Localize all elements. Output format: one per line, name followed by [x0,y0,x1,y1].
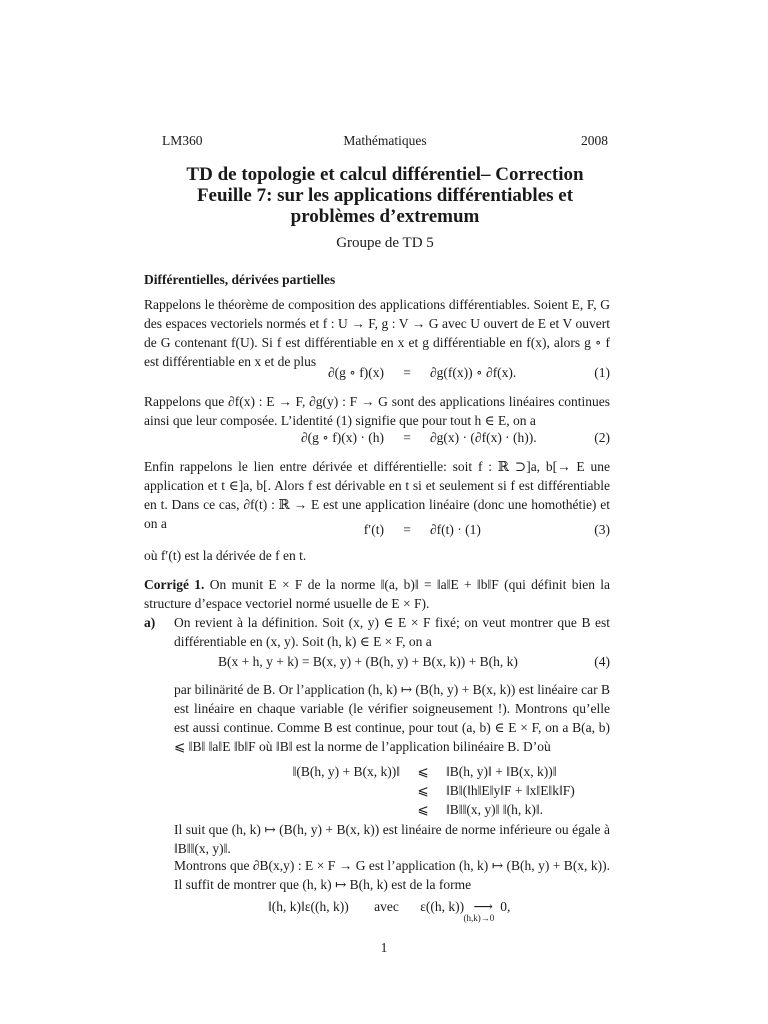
limit-subscript: (h,k)→0 [463,913,495,923]
eq1-rhs: ∂g(f(x)) ∘ ∂f(x). [430,365,517,380]
chain-row-2-rhs: ‖B‖(‖h‖E‖y‖F + ‖x‖E‖k‖F) [446,783,575,798]
equation-5 [268,897,568,923]
eq4-body: B(x + h, y + k) = B(x, y) + (B(h, y) + B(x, k)) + B(h, k) [218,654,518,669]
page-number: 1 [380,940,388,955]
eq5-mid: avec [374,899,399,914]
equation-4 [174,652,610,674]
paragraph-bilinearity: par bilinärité de B. Or l’application (h, k) ↦ (B(h, y) + B(x, k)) est linéaire car B est linéaire en chaque variable (le vérifier soigneusement !). Montrons qu’elle est aussi continue. Comme B est continue, pour tout (a, b) ∈ E × F, on a B(a, b) ⩽ ‖B‖ ‖a‖E ‖b‖F où ‖B‖ est la norme de l’application bilinéaire B. D’où [174,682,610,754]
header-subject: Mathématiques [343,133,427,148]
paragraph-derivative-link: Enfin rappelons le lien entre dérivée et différentielle: soit f : ℝ ⊃]a, b[→ E une application et t ∈]a, b[. Alors f est dérivable en t si et seulement si f est différentiable en t. Dans ce cas, ∂f(t) : ℝ → E est une application linéaire (donc une homothétie) et on a [144,459,610,531]
header-year: 2008 [581,133,608,148]
paragraph-linear-maps: Rappelons que ∂f(x) : E → F, ∂g(y) : F → G sont des applications linéaires continues ainsi que leur composée. L’identité (1) signifie que pour tout h ∈ E, on a [144,394,610,428]
eq2-op: = [403,430,411,445]
corrige-label: Corrigé 1. [144,577,205,592]
chain-row-1-rhs: ‖B(h, y)‖ + ‖B(x, k))‖ [446,764,557,779]
eq1-op: = [403,365,411,380]
equation-3 [144,520,610,542]
chain-row [230,800,610,819]
equation-1 [144,363,610,385]
eq2-rhs: ∂g(x) · (∂f(x) · (h)). [430,430,537,445]
chain-row-1-op: ⩽ [417,764,429,779]
chain-row-3-rhs: ‖B‖‖(x, y)‖ ‖(h, k)‖. [446,802,543,817]
chain-row [230,781,610,800]
paragraph-composition: Rappelons le théorème de composition des applications différentiables. Soient E, F, G des espaces vectoriels normés et f : U → F, g : V → G avec U ouvert de E et V ouvert de G contenant f(U). Si f est différentiable en x et g différentiable en f(x), alors g ∘ f est différentiable en x et de plus [144,297,610,369]
eq5-right: ε((h, k)) [420,899,465,914]
eq1-lhs: ∂(g ∘ f)(x) [327,365,384,380]
eq1-number: (1) [594,365,610,380]
chain-row-3-op: ⩽ [417,802,429,817]
corrige-1 [144,575,610,613]
eq3-op: = [403,522,411,537]
corrige-text: On munit E × F de la norme ‖(a, b)‖ = ‖a‖E + ‖b‖F (qui définit bien la structure d’espace vectoriel normé usuelle de E × F). [144,577,611,611]
eq3-lhs: f′(t) [363,522,384,537]
header-course: LM360 [162,133,203,148]
item-a-text: On revient à la définition. Soit (x, y) ∈ E × F fixé; on veut montrer que B est différentiable en (x, y). Soit (h, k) ∈ E × F, on a [174,615,610,649]
chain-row-1-lhs: ‖(B(h, y) + B(x, k))‖ [292,764,400,779]
eq2-number: (2) [594,430,610,445]
title-line-1: TD de topologie et calcul différentiel– Correction [186,164,584,185]
section-title: Différentielles, dérivées partielles [144,272,336,287]
eq3-number: (3) [594,522,610,537]
paragraph-differential: Montrons que ∂B(x,y) : E × F → G est l’application (h, k) ↦ (B(h, y) + B(x, k)). Il suffit de montrer que (h, k) ↦ B(h, k) est de la forme [174,858,610,892]
equation-2 [144,428,610,450]
chain-row [230,762,610,781]
document-title [140,164,630,227]
eq4-number: (4) [594,654,610,669]
title-line-2: Feuille 7: sur les applications différentiables et [196,185,574,206]
eq2-lhs: ∂(g ∘ f)(x) · (h) [300,430,384,445]
paragraph-derivative-def: où f′(t) est la dérivée de f en t. [144,548,307,563]
running-header [162,131,608,151]
eq3-rhs: ∂f(t) · (1) [430,522,481,537]
limit-arrow: ⟶ [473,899,493,914]
paragraph-norm-bound: Il suit que (h, k) ↦ (B(h, y) + B(x, k)) est linéaire de norme inférieure ou égale à ‖B‖‖(x, y)‖. [174,822,610,856]
inequality-chain [230,762,610,819]
eq5-limit [463,897,495,923]
group-label: Groupe de TD 5 [336,235,434,251]
eq5-end: 0, [500,899,511,914]
chain-row-2-op: ⩽ [417,783,429,798]
item-a-label: a) [144,615,156,630]
eq5-left: ‖(h, k)‖ε((h, k)) [268,899,349,914]
title-line-3: problèmes d’extremum [290,206,480,227]
